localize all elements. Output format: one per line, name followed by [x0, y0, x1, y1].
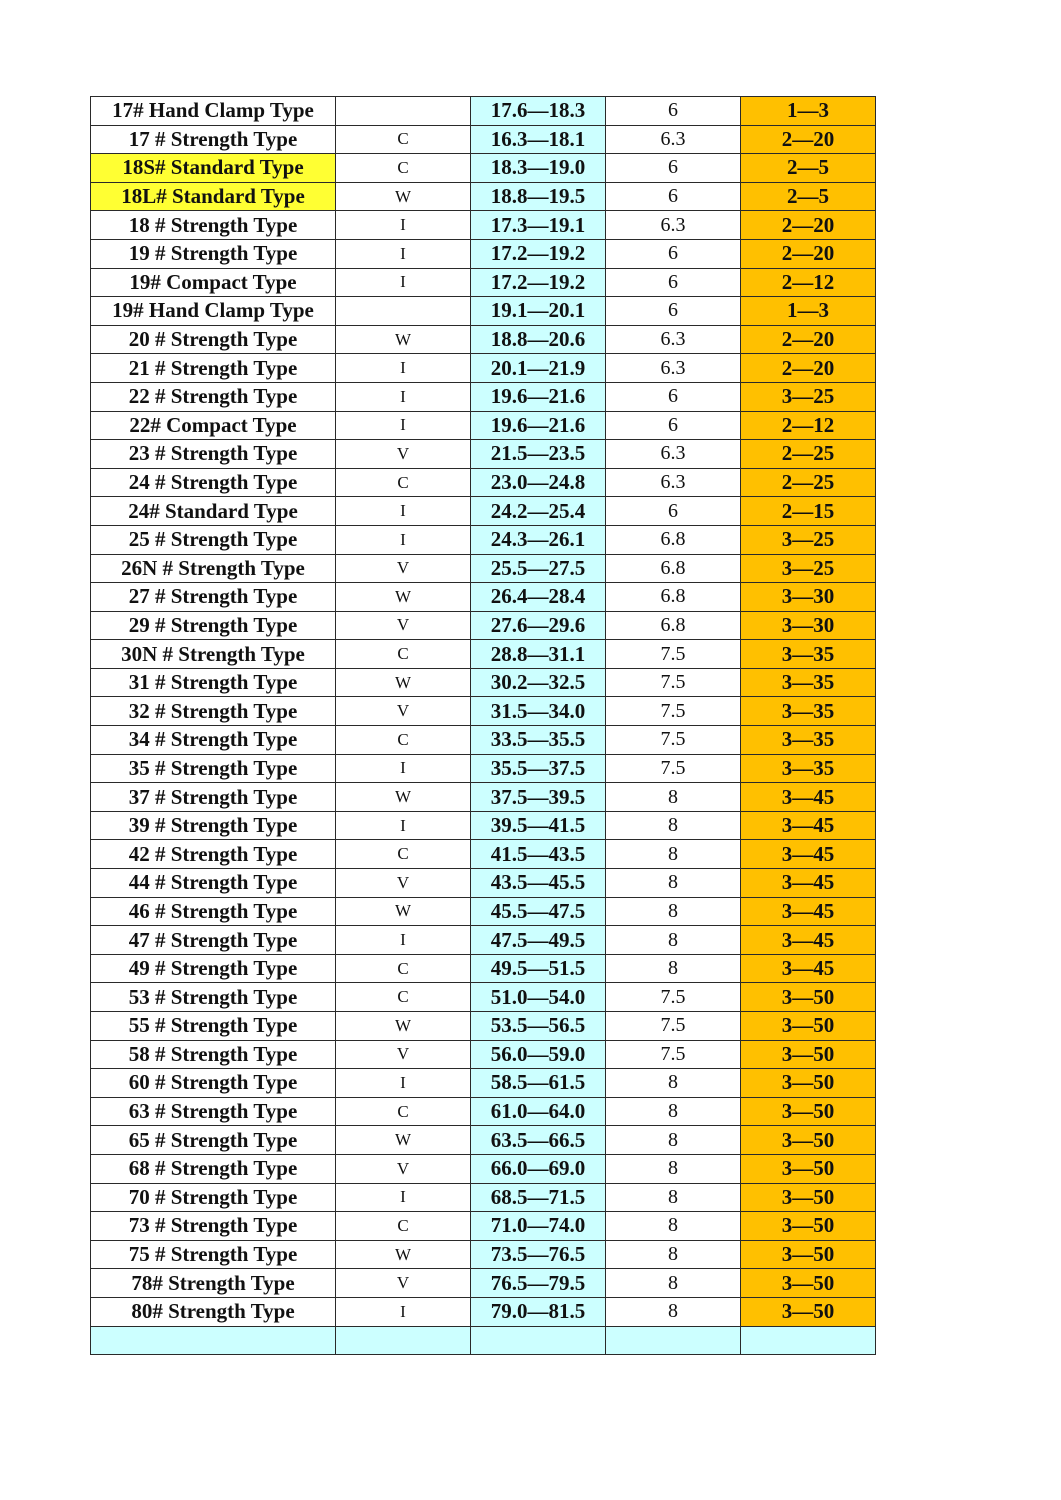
code-cell: I [336, 239, 471, 268]
value-cell: 8 [606, 869, 741, 898]
value-cell: 6.3 [606, 354, 741, 383]
value-cell: 6 [606, 182, 741, 211]
code-cell: C [336, 983, 471, 1012]
value-cell: 6 [606, 497, 741, 526]
value-cell: 6 [606, 154, 741, 183]
value-cell: 8 [606, 1297, 741, 1326]
value-cell: 8 [606, 840, 741, 869]
range-cell: 49.5—51.5 [471, 954, 606, 983]
qty-range-cell: 2—5 [741, 154, 876, 183]
table-row [91, 869, 876, 898]
code-cell: I [336, 382, 471, 411]
range-cell: 66.0—69.0 [471, 1154, 606, 1183]
value-cell: 6 [606, 411, 741, 440]
qty-range-cell: 2—25 [741, 468, 876, 497]
range-cell: 19.6—21.6 [471, 382, 606, 411]
type-name-cell: 65 # Strength Type [91, 1126, 336, 1155]
qty-range-cell: 3—35 [741, 697, 876, 726]
qty-range-cell [741, 1326, 876, 1355]
qty-range-cell: 3—45 [741, 811, 876, 840]
table-row [91, 1069, 876, 1098]
range-cell: 76.5—79.5 [471, 1269, 606, 1298]
value-cell: 8 [606, 954, 741, 983]
table-row [91, 182, 876, 211]
code-cell: C [336, 840, 471, 869]
range-cell: 63.5—66.5 [471, 1126, 606, 1155]
range-cell: 24.2—25.4 [471, 497, 606, 526]
type-name-cell: 24 # Strength Type [91, 468, 336, 497]
table-row [91, 926, 876, 955]
table-row [91, 239, 876, 268]
table-row [91, 583, 876, 612]
qty-range-cell: 3—50 [741, 1012, 876, 1041]
type-name-cell: 32 # Strength Type [91, 697, 336, 726]
table-row [91, 1240, 876, 1269]
table-row [91, 154, 876, 183]
value-cell: 6 [606, 382, 741, 411]
type-name-cell: 25 # Strength Type [91, 525, 336, 554]
qty-range-cell: 2—12 [741, 411, 876, 440]
code-cell: I [336, 811, 471, 840]
value-cell: 6.8 [606, 583, 741, 612]
table-row [91, 1012, 876, 1041]
value-cell: 7.5 [606, 983, 741, 1012]
qty-range-cell: 3—50 [741, 983, 876, 1012]
value-cell: 7.5 [606, 726, 741, 755]
qty-range-cell: 3—35 [741, 726, 876, 755]
qty-range-cell: 2—20 [741, 354, 876, 383]
type-name-cell: 20 # Strength Type [91, 325, 336, 354]
table-row [91, 125, 876, 154]
table-row [91, 1040, 876, 1069]
code-cell: W [336, 897, 471, 926]
range-cell: 73.5—76.5 [471, 1240, 606, 1269]
range-cell: 33.5—35.5 [471, 726, 606, 755]
range-cell: 21.5—23.5 [471, 440, 606, 469]
table-row [91, 640, 876, 669]
qty-range-cell: 2—5 [741, 182, 876, 211]
value-cell [606, 1326, 741, 1355]
type-name-cell: 68 # Strength Type [91, 1154, 336, 1183]
code-cell: W [336, 783, 471, 812]
table-row [91, 1183, 876, 1212]
value-cell: 8 [606, 1097, 741, 1126]
code-cell: C [336, 954, 471, 983]
range-cell: 17.3—19.1 [471, 211, 606, 240]
type-name-cell: 26N # Strength Type [91, 554, 336, 583]
code-cell: I [336, 926, 471, 955]
value-cell: 7.5 [606, 668, 741, 697]
range-cell: 41.5—43.5 [471, 840, 606, 869]
code-cell: W [336, 1240, 471, 1269]
table-row [91, 525, 876, 554]
value-cell: 6 [606, 97, 741, 126]
range-cell: 18.3—19.0 [471, 154, 606, 183]
code-cell: I [336, 211, 471, 240]
type-name-cell: 24# Standard Type [91, 497, 336, 526]
type-name-cell: 18S# Standard Type [91, 154, 336, 183]
table-row [91, 1154, 876, 1183]
range-cell: 26.4—28.4 [471, 583, 606, 612]
type-name-cell: 17 # Strength Type [91, 125, 336, 154]
table-row [91, 211, 876, 240]
range-cell: 20.1—21.9 [471, 354, 606, 383]
qty-range-cell: 3—50 [741, 1297, 876, 1326]
qty-range-cell: 2—20 [741, 125, 876, 154]
value-cell: 7.5 [606, 754, 741, 783]
range-cell: 23.0—24.8 [471, 468, 606, 497]
range-cell: 37.5—39.5 [471, 783, 606, 812]
qty-range-cell: 2—20 [741, 239, 876, 268]
type-name-cell: 75 # Strength Type [91, 1240, 336, 1269]
value-cell: 8 [606, 1269, 741, 1298]
code-cell: I [336, 1069, 471, 1098]
qty-range-cell: 3—45 [741, 840, 876, 869]
table-row [91, 1097, 876, 1126]
range-cell: 35.5—37.5 [471, 754, 606, 783]
table-row [91, 354, 876, 383]
value-cell: 8 [606, 897, 741, 926]
code-cell: W [336, 1126, 471, 1155]
qty-range-cell: 3—45 [741, 926, 876, 955]
value-cell: 7.5 [606, 640, 741, 669]
code-cell: W [336, 1012, 471, 1041]
code-cell [336, 97, 471, 126]
type-name-cell: 22# Compact Type [91, 411, 336, 440]
spec-table [90, 96, 876, 1355]
code-cell: W [336, 668, 471, 697]
type-name-cell: 31 # Strength Type [91, 668, 336, 697]
type-name-cell: 37 # Strength Type [91, 783, 336, 812]
type-name-cell: 19# Hand Clamp Type [91, 297, 336, 326]
type-name-cell: 44 # Strength Type [91, 869, 336, 898]
value-cell: 6 [606, 239, 741, 268]
code-cell: I [336, 1183, 471, 1212]
type-name-cell [91, 1326, 336, 1355]
code-cell: I [336, 1297, 471, 1326]
qty-range-cell: 3—50 [741, 1069, 876, 1098]
value-cell: 7.5 [606, 1040, 741, 1069]
qty-range-cell: 3—30 [741, 583, 876, 612]
code-cell: V [336, 1154, 471, 1183]
value-cell: 6.3 [606, 325, 741, 354]
range-cell: 27.6—29.6 [471, 611, 606, 640]
qty-range-cell: 3—35 [741, 640, 876, 669]
code-cell: V [336, 440, 471, 469]
code-cell: I [336, 354, 471, 383]
table-row [91, 1297, 876, 1326]
qty-range-cell: 2—15 [741, 497, 876, 526]
value-cell: 8 [606, 1154, 741, 1183]
type-name-cell: 27 # Strength Type [91, 583, 336, 612]
type-name-cell: 35 # Strength Type [91, 754, 336, 783]
qty-range-cell: 3—50 [741, 1040, 876, 1069]
qty-range-cell: 2—12 [741, 268, 876, 297]
code-cell: V [336, 1269, 471, 1298]
value-cell: 8 [606, 783, 741, 812]
range-cell: 61.0—64.0 [471, 1097, 606, 1126]
type-name-cell: 34 # Strength Type [91, 726, 336, 755]
type-name-cell: 60 # Strength Type [91, 1069, 336, 1098]
table-row [91, 497, 876, 526]
table-row [91, 954, 876, 983]
table-row [91, 554, 876, 583]
table-row [91, 983, 876, 1012]
code-cell: C [336, 726, 471, 755]
qty-range-cell: 3—25 [741, 554, 876, 583]
type-name-cell: 39 # Strength Type [91, 811, 336, 840]
range-cell: 19.6—21.6 [471, 411, 606, 440]
value-cell: 6.8 [606, 525, 741, 554]
table-row [91, 411, 876, 440]
qty-range-cell: 3—50 [741, 1154, 876, 1183]
value-cell: 8 [606, 1126, 741, 1155]
code-cell: C [336, 468, 471, 497]
code-cell: V [336, 869, 471, 898]
type-name-cell: 63 # Strength Type [91, 1097, 336, 1126]
value-cell: 6.3 [606, 440, 741, 469]
value-cell: 6.3 [606, 125, 741, 154]
code-cell: I [336, 497, 471, 526]
code-cell: V [336, 554, 471, 583]
range-cell: 17.2—19.2 [471, 239, 606, 268]
value-cell: 8 [606, 1183, 741, 1212]
range-cell: 17.2—19.2 [471, 268, 606, 297]
qty-range-cell: 3—35 [741, 754, 876, 783]
qty-range-cell: 3—25 [741, 525, 876, 554]
qty-range-cell: 3—35 [741, 668, 876, 697]
table-row [91, 1212, 876, 1241]
type-name-cell: 47 # Strength Type [91, 926, 336, 955]
range-cell: 28.8—31.1 [471, 640, 606, 669]
code-cell: I [336, 411, 471, 440]
table-row [91, 668, 876, 697]
qty-range-cell: 1—3 [741, 97, 876, 126]
value-cell: 8 [606, 811, 741, 840]
type-name-cell: 18L# Standard Type [91, 182, 336, 211]
qty-range-cell: 3—45 [741, 783, 876, 812]
range-cell [471, 1326, 606, 1355]
table-row [91, 783, 876, 812]
range-cell: 47.5—49.5 [471, 926, 606, 955]
code-cell: C [336, 640, 471, 669]
table-row [91, 840, 876, 869]
value-cell: 6.8 [606, 611, 741, 640]
type-name-cell: 17# Hand Clamp Type [91, 97, 336, 126]
range-cell: 31.5—34.0 [471, 697, 606, 726]
type-name-cell: 70 # Strength Type [91, 1183, 336, 1212]
value-cell: 7.5 [606, 697, 741, 726]
type-name-cell: 21 # Strength Type [91, 354, 336, 383]
range-cell: 17.6—18.3 [471, 97, 606, 126]
type-name-cell: 49 # Strength Type [91, 954, 336, 983]
type-name-cell: 42 # Strength Type [91, 840, 336, 869]
qty-range-cell: 3—45 [741, 869, 876, 898]
qty-range-cell: 1—3 [741, 297, 876, 326]
code-cell: C [336, 1097, 471, 1126]
code-cell: C [336, 154, 471, 183]
range-cell: 18.8—20.6 [471, 325, 606, 354]
range-cell: 18.8—19.5 [471, 182, 606, 211]
range-cell: 43.5—45.5 [471, 869, 606, 898]
table-row [91, 382, 876, 411]
type-name-cell: 55 # Strength Type [91, 1012, 336, 1041]
code-cell: W [336, 325, 471, 354]
qty-range-cell: 2—25 [741, 440, 876, 469]
qty-range-cell: 3—50 [741, 1126, 876, 1155]
code-cell: C [336, 125, 471, 154]
type-name-cell: 22 # Strength Type [91, 382, 336, 411]
type-name-cell: 19# Compact Type [91, 268, 336, 297]
qty-range-cell: 3—50 [741, 1212, 876, 1241]
type-name-cell: 29 # Strength Type [91, 611, 336, 640]
table-row [91, 297, 876, 326]
range-cell: 45.5—47.5 [471, 897, 606, 926]
code-cell: V [336, 697, 471, 726]
value-cell: 8 [606, 1069, 741, 1098]
table-row [91, 1269, 876, 1298]
code-cell: V [336, 1040, 471, 1069]
type-name-cell: 23 # Strength Type [91, 440, 336, 469]
value-cell: 6.3 [606, 468, 741, 497]
code-cell: W [336, 583, 471, 612]
code-cell: C [336, 1212, 471, 1241]
range-cell: 24.3—26.1 [471, 525, 606, 554]
code-cell: I [336, 525, 471, 554]
table-row [91, 440, 876, 469]
value-cell: 8 [606, 1212, 741, 1241]
qty-range-cell: 3—30 [741, 611, 876, 640]
qty-range-cell: 3—45 [741, 954, 876, 983]
type-name-cell: 46 # Strength Type [91, 897, 336, 926]
range-cell: 39.5—41.5 [471, 811, 606, 840]
table-row [91, 97, 876, 126]
range-cell: 56.0—59.0 [471, 1040, 606, 1069]
qty-range-cell: 2—20 [741, 325, 876, 354]
qty-range-cell: 3—50 [741, 1183, 876, 1212]
code-cell: I [336, 268, 471, 297]
value-cell: 6.3 [606, 211, 741, 240]
qty-range-cell: 2—20 [741, 211, 876, 240]
code-cell: V [336, 611, 471, 640]
qty-range-cell: 3—25 [741, 382, 876, 411]
range-cell: 71.0—74.0 [471, 1212, 606, 1241]
table-row [91, 268, 876, 297]
table-row [91, 697, 876, 726]
type-name-cell: 18 # Strength Type [91, 211, 336, 240]
range-cell: 51.0—54.0 [471, 983, 606, 1012]
type-name-cell: 30N # Strength Type [91, 640, 336, 669]
type-name-cell: 78# Strength Type [91, 1269, 336, 1298]
code-cell [336, 1326, 471, 1355]
table-row [91, 897, 876, 926]
type-name-cell: 73 # Strength Type [91, 1212, 336, 1241]
table-row [91, 811, 876, 840]
table-row [91, 468, 876, 497]
qty-range-cell: 3—50 [741, 1097, 876, 1126]
range-cell: 53.5—56.5 [471, 1012, 606, 1041]
table-row [91, 726, 876, 755]
value-cell: 7.5 [606, 1012, 741, 1041]
code-cell [336, 297, 471, 326]
code-cell: W [336, 182, 471, 211]
range-cell: 25.5—27.5 [471, 554, 606, 583]
value-cell: 6 [606, 297, 741, 326]
qty-range-cell: 3—50 [741, 1269, 876, 1298]
value-cell: 8 [606, 1240, 741, 1269]
value-cell: 6 [606, 268, 741, 297]
range-cell: 79.0—81.5 [471, 1297, 606, 1326]
spec-table-body [91, 97, 876, 1355]
table-row [91, 754, 876, 783]
value-cell: 8 [606, 926, 741, 955]
range-cell: 58.5—61.5 [471, 1069, 606, 1098]
value-cell: 6.8 [606, 554, 741, 583]
type-name-cell: 53 # Strength Type [91, 983, 336, 1012]
qty-range-cell: 3—50 [741, 1240, 876, 1269]
type-name-cell: 19 # Strength Type [91, 239, 336, 268]
range-cell: 16.3—18.1 [471, 125, 606, 154]
table-row [91, 1126, 876, 1155]
type-name-cell: 80# Strength Type [91, 1297, 336, 1326]
table-row [91, 611, 876, 640]
range-cell: 19.1—20.1 [471, 297, 606, 326]
range-cell: 30.2—32.5 [471, 668, 606, 697]
type-name-cell: 58 # Strength Type [91, 1040, 336, 1069]
table-row [91, 325, 876, 354]
code-cell: I [336, 754, 471, 783]
range-cell: 68.5—71.5 [471, 1183, 606, 1212]
table-row [91, 1326, 876, 1355]
qty-range-cell: 3—45 [741, 897, 876, 926]
